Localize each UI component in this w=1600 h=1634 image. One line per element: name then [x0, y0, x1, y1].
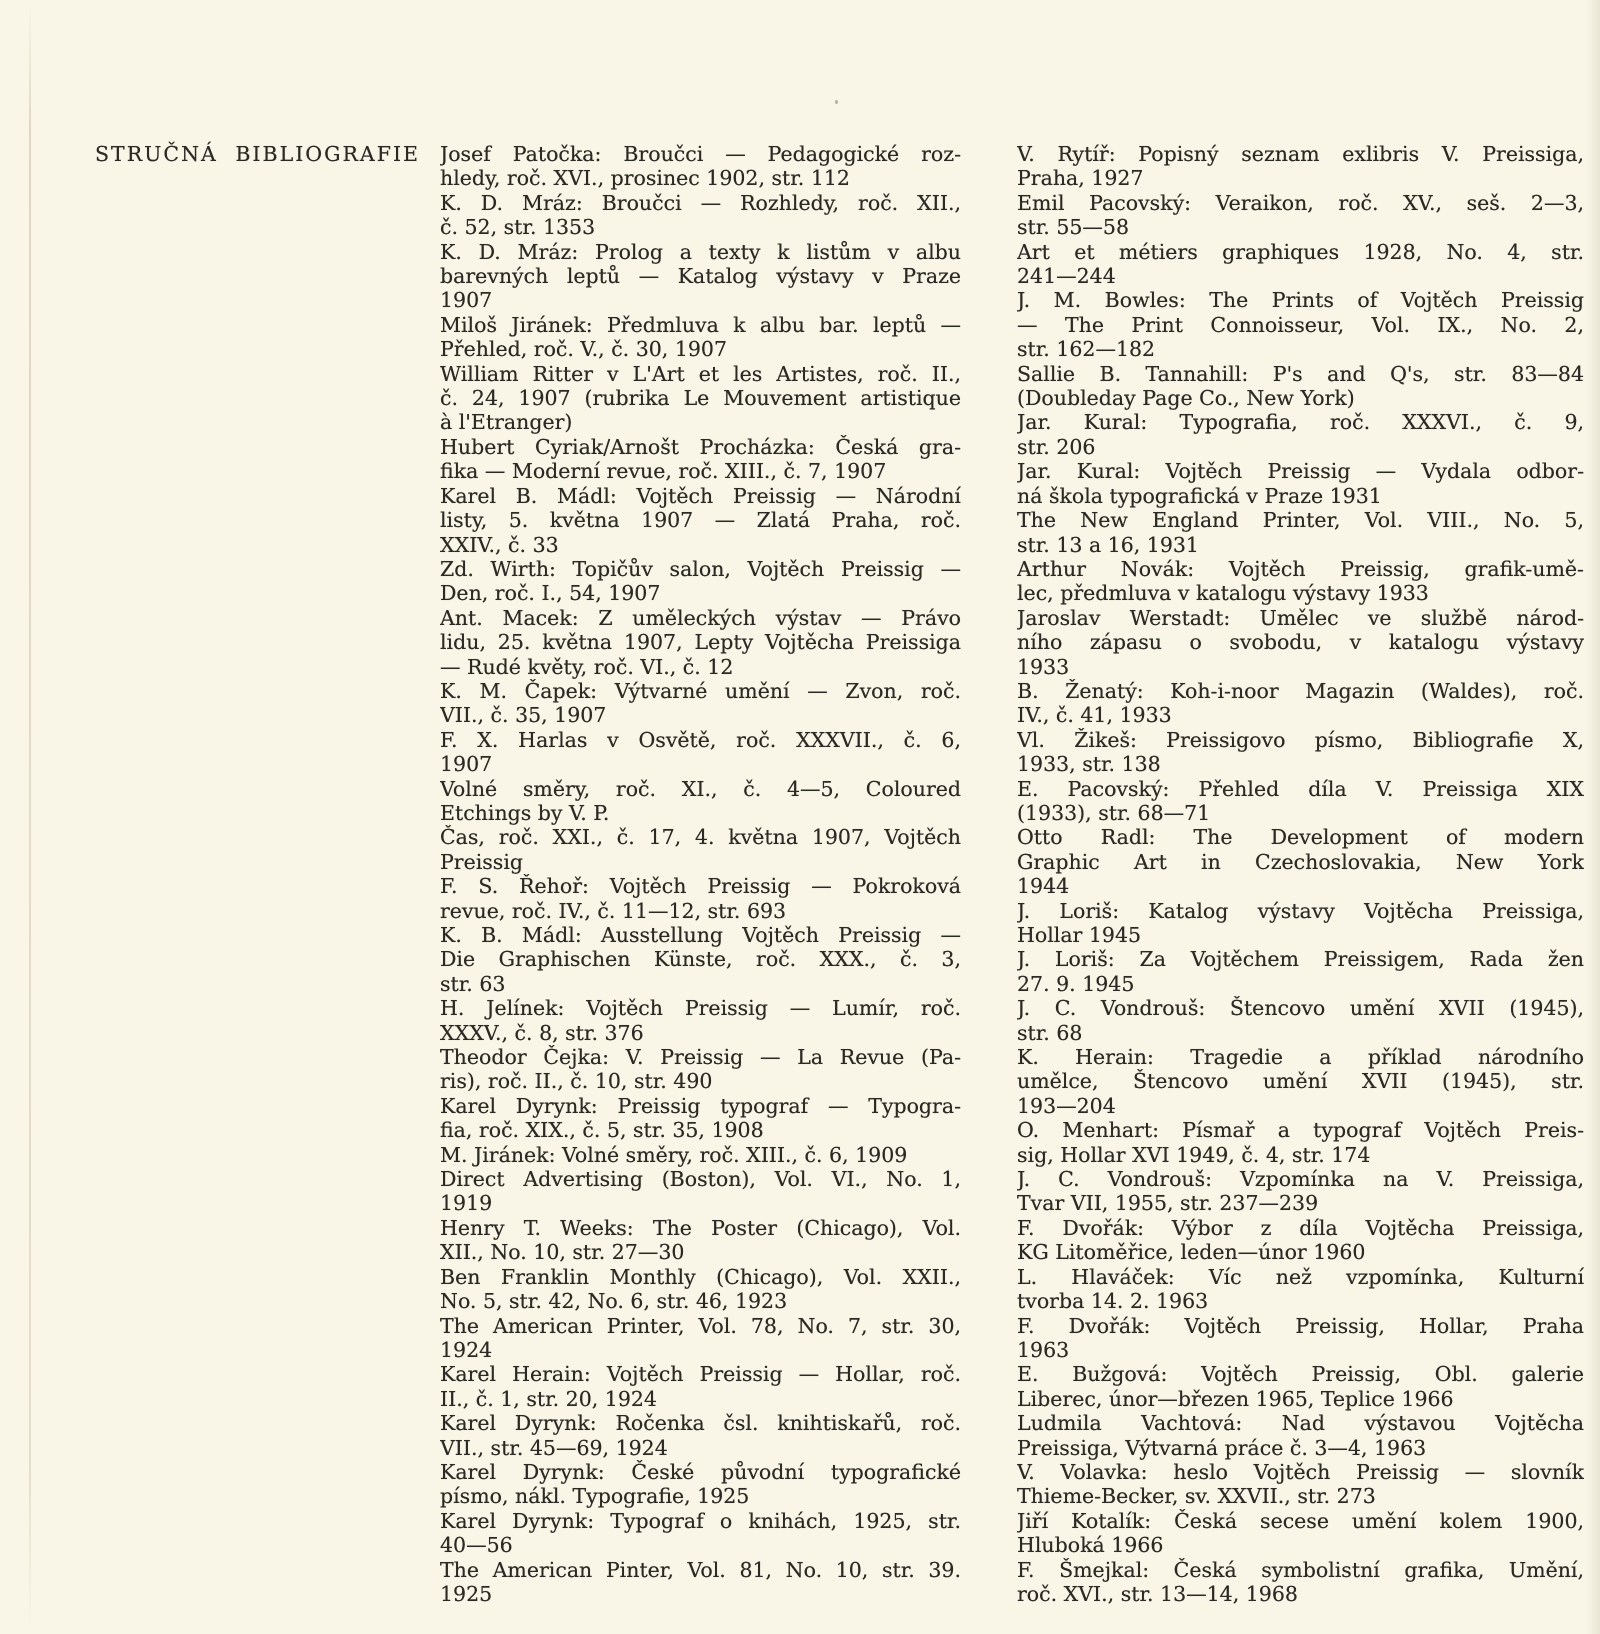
bib-line: fika — Moderní revue, roč. XIII., č. 7, 1907: [440, 459, 887, 484]
bib-line: lec, předmluva v katalogu výstavy 1933: [1017, 581, 1429, 606]
bib-entry: [440, 1167, 961, 1216]
bib-entry: [440, 606, 961, 679]
bib-entry: [1017, 142, 1584, 191]
bib-line: Karel Dyrynk: Preissig typograf — Typogra-: [440, 1093, 961, 1118]
bib-line: barevných leptů — Katalog výstavy v Praze: [440, 264, 961, 289]
bib-entry: [1017, 1509, 1584, 1558]
bib-line: Preissig: [440, 849, 524, 874]
bib-entry: [440, 1094, 961, 1143]
bib-line: The American Pinter, Vol. 81, No. 10, str. 39.: [440, 1557, 961, 1582]
bib-line: F. Dvořák: Výbor z díla Vojtěcha Preissiga,: [1017, 1215, 1584, 1240]
bib-line: 1933: [1017, 654, 1070, 679]
bib-line: (Doubleday Page Co., New York): [1017, 386, 1355, 411]
bib-entry: [440, 728, 961, 777]
bib-entry: [440, 996, 961, 1045]
bib-line: ná škola typografická v Praze 1931: [1017, 483, 1382, 508]
bib-line: Graphic Art in Czechoslovakia, New York: [1017, 849, 1584, 874]
bib-line: sig, Hollar XVI 1949, č. 4, str. 174: [1017, 1142, 1371, 1167]
bib-line: Thieme-Becker, sv. XXVII., str. 273: [1017, 1484, 1376, 1509]
bib-line: KG Litoměřice, leden—únor 1960: [1017, 1240, 1366, 1265]
bib-entry: [440, 1411, 961, 1460]
bib-line: Hubert Cyriak/Arnošt Procházka: Česká gra-: [440, 434, 961, 459]
bib-line: The New England Printer, Vol. VIII., No. 5,: [1017, 508, 1584, 533]
bib-line: 1919: [440, 1191, 493, 1216]
bib-entry: [1017, 191, 1584, 240]
bib-line: V. Rytíř: Popisný seznam exlibris V. Preissiga,: [1017, 142, 1584, 166]
bib-line: 1925: [440, 1581, 493, 1606]
bib-entry: [1017, 996, 1584, 1045]
bib-line: Jaroslav Werstadt: Umělec ve službě národ-: [1017, 605, 1584, 630]
bib-entry: [440, 1362, 961, 1411]
bib-entry: [440, 1045, 961, 1094]
bib-entry: [1017, 1411, 1584, 1460]
bib-line: str. 63: [440, 971, 506, 996]
bib-line: Otto Radl: The Development of modern: [1017, 825, 1584, 850]
bib-entry: [1017, 728, 1584, 777]
bib-line: Hluboká 1966: [1017, 1533, 1164, 1558]
bib-entry: [1017, 459, 1584, 508]
bib-line: Jar. Kural: Vojtěch Preissig — Vydala odbor-: [1017, 459, 1584, 484]
bib-entry: [440, 679, 961, 728]
bib-line: revue, roč. IV., č. 11—12, str. 693: [440, 898, 787, 923]
bib-line: Ant. Macek: Z uměleckých výstav — Právo: [440, 605, 961, 630]
bib-entry: [1017, 1314, 1584, 1363]
bib-line: fia, roč. XIX., č. 5, str. 35, 1908: [440, 1118, 764, 1143]
bib-entry: [440, 313, 961, 362]
bib-line: K. B. Mádl: Ausstellung Vojtěch Preissig —: [440, 923, 961, 947]
bib-entry: [440, 1265, 961, 1314]
bib-entry: [440, 923, 961, 996]
bib-line: O. Menhart: Písmař a typograf Vojtěch Preis-: [1017, 1118, 1584, 1143]
bib-entry: [1017, 1167, 1584, 1216]
bib-entry: [440, 1216, 961, 1265]
bib-entry: [1017, 1558, 1584, 1607]
bib-line: E. Pacovský: Přehled díla V. Preissiga XIX: [1017, 776, 1584, 801]
bib-line: Karel Herain: Vojtěch Preissig — Hollar, roč.: [440, 1362, 961, 1387]
bib-line: 193—204: [1017, 1093, 1116, 1118]
bib-entry: [440, 1509, 961, 1558]
bib-line: 1907: [440, 752, 493, 777]
bib-line: XII., No. 10, str. 27—30: [440, 1240, 685, 1265]
bib-line: Volné směry, roč. XI., č. 4—5, Coloured: [440, 776, 961, 801]
bib-line: Arthur Novák: Vojtěch Preissig, grafik-umě-: [1017, 556, 1584, 581]
bib-entry: [1017, 947, 1584, 996]
bib-line: (1933), str. 68—71: [1017, 800, 1211, 825]
paper-speck: [835, 100, 838, 104]
bib-entry: [440, 1460, 961, 1509]
bib-entry: [1017, 1118, 1584, 1167]
bib-entry: [440, 1558, 961, 1607]
bib-entry: [1017, 606, 1584, 679]
bib-line: F. X. Harlas v Osvětě, roč. XXXVII., č. 6,: [440, 727, 961, 752]
bib-line: Vl. Žikeš: Preissigovo písmo, Bibliografie X,: [1017, 727, 1584, 752]
bib-line: — The Print Connoisseur, Vol. IX., No. 2,: [1017, 312, 1584, 337]
bib-entry: [1017, 825, 1584, 898]
bib-entry: [440, 1314, 961, 1363]
bib-entry: [1017, 1216, 1584, 1265]
bib-line: — Rudé květy, roč. VI., č. 12: [440, 654, 734, 679]
bib-line: II., č. 1, str. 20, 1924: [440, 1386, 657, 1411]
page-right-shadow: [1586, 0, 1600, 1634]
bib-line: K. D. Mráz: Prolog a texty k listům v albu: [440, 239, 961, 264]
bib-line: 40—56: [440, 1533, 513, 1558]
bib-line: J. M. Bowles: The Prints of Vojtěch Preissig: [1017, 288, 1584, 313]
bib-entry: [440, 874, 961, 923]
bib-line: str. 55—58: [1017, 215, 1130, 240]
bib-line: Karel Dyrynk: České původní typografické: [440, 1459, 961, 1484]
bib-line: Karel Dyrynk: Ročenka čsl. knihtiskařů, roč.: [440, 1411, 961, 1436]
bib-line: J. Loriš: Katalog výstavy Vojtěcha Preissiga,: [1017, 898, 1584, 923]
bib-line: Čas, roč. XXI., č. 17, 4. května 1907, Vojtěch: [440, 825, 961, 850]
bib-line: č. 24, 1907 (rubrika Le Mouvement artistique: [440, 386, 961, 411]
bib-entry: [440, 191, 961, 240]
bib-line: Emil Pacovský: Veraikon, roč. XV., seš. 2—3,: [1017, 190, 1584, 215]
bib-entry: [440, 825, 961, 874]
page-fold-line: [29, 0, 31, 1634]
bib-line: K. M. Čapek: Výtvarné umění — Zvon, roč.: [440, 678, 961, 703]
bib-line: č. 52, str. 1353: [440, 215, 596, 240]
bib-line: E. Bužgová: Vojtěch Preissig, Obl. galerie: [1017, 1362, 1584, 1387]
bib-line: Miloš Jiránek: Předmluva k albu bar. leptů —: [440, 312, 961, 337]
bib-line: písmo, nákl. Typografie, 1925: [440, 1484, 750, 1509]
bib-line: à l'Etranger): [440, 410, 573, 435]
bib-line: F. Šmejkal: Česká symbolistní grafika, Umění,: [1017, 1557, 1584, 1582]
bib-entry: [440, 777, 961, 826]
bibliography-column-2: [1017, 142, 1584, 1606]
bib-entry: [1017, 899, 1584, 948]
bib-entry: [440, 362, 961, 435]
bib-line: K. D. Mráz: Broučci — Rozhledy, roč. XII.,: [440, 190, 961, 215]
bib-line: XXIV., č. 33: [440, 532, 559, 557]
bib-line: Jiří Kotalík: Česká secese umění kolem 1900,: [1017, 1508, 1584, 1533]
bib-line: ris), roč. II., č. 10, str. 490: [440, 1069, 713, 1094]
bib-entry: [1017, 777, 1584, 826]
bib-line: VII., č. 35, 1907: [440, 703, 607, 728]
bib-line: Theodor Čejka: V. Preissig — La Revue (Pa-: [440, 1045, 961, 1070]
bib-line: F. S. Řehoř: Vojtěch Preissig — Pokroková: [440, 874, 961, 899]
bib-entry: [440, 484, 961, 557]
bib-line: Karel Dyrynk: Typograf o knihách, 1925, str.: [440, 1508, 961, 1533]
bib-line: Preissiga, Výtvarná práce č. 3—4, 1963: [1017, 1435, 1427, 1460]
bib-entry: [440, 142, 961, 191]
bib-entry: [1017, 410, 1584, 459]
bib-line: str. 68: [1017, 1020, 1083, 1045]
bib-line: K. Herain: Tragedie a příklad národního: [1017, 1045, 1584, 1070]
bib-line: ního zápasu o svobodu, v katalogu výstavy: [1017, 630, 1584, 655]
bib-entry: [1017, 557, 1584, 606]
bib-line: 1963: [1017, 1337, 1070, 1362]
bib-line: M. Jiránek: Volné směry, roč. XIII., č. 6, 1909: [440, 1142, 908, 1167]
bib-line: B. Ženatý: Koh-i-noor Magazin (Waldes), roč.: [1017, 678, 1584, 703]
bib-line: Direct Advertising (Boston), Vol. VI., No. 1,: [440, 1167, 961, 1192]
bib-line: hledy, roč. XVI., prosinec 1902, str. 112: [440, 166, 850, 191]
bib-line: Praha, 1927: [1017, 166, 1144, 191]
bib-line: J. Loriš: Za Vojtěchem Preissigem, Rada žen: [1017, 947, 1584, 972]
bib-line: Sallie B. Tannahill: P's and Q's, str. 83—84: [1017, 361, 1584, 386]
bib-line: Etchings by V. P.: [440, 800, 610, 825]
bib-line: roč. XVI., str. 13—14, 1968: [1017, 1581, 1298, 1606]
bib-entry: [1017, 508, 1584, 557]
bib-line: Liberec, únor—březen 1965, Teplice 1966: [1017, 1386, 1454, 1411]
bib-entry: [1017, 1362, 1584, 1411]
bib-line: Přehled, roč. V., č. 30, 1907: [440, 337, 727, 362]
bib-line: Ben Franklin Monthly (Chicago), Vol. XXII.,: [440, 1264, 961, 1289]
bib-line: J. C. Vondrouš: Štencovo umění XVII (1945),: [1017, 996, 1584, 1021]
bib-line: 1933, str. 138: [1017, 752, 1161, 777]
bib-line: F. Dvořák: Vojtěch Preissig, Hollar, Praha: [1017, 1313, 1584, 1338]
bib-line: Henry T. Weeks: The Poster (Chicago), Vol.: [440, 1215, 961, 1240]
bib-line: tvorba 14. 2. 1963: [1017, 1289, 1209, 1314]
bib-entry: [440, 240, 961, 313]
bib-line: 1924: [440, 1337, 493, 1362]
bib-entry: [1017, 288, 1584, 361]
bib-line: L. Hlaváček: Víc než vzpomínka, Kulturní: [1017, 1264, 1584, 1289]
bib-entry: [1017, 679, 1584, 728]
bib-line: umělce, Štencovo umění XVII (1945), str.: [1017, 1069, 1584, 1094]
bib-entry: [1017, 1265, 1584, 1314]
bib-entry: [440, 1143, 961, 1167]
bib-line: str. 162—182: [1017, 337, 1156, 362]
bib-line: Den, roč. I., 54, 1907: [440, 581, 661, 606]
bib-line: lidu, 25. května 1907, Lepty Vojtěcha Preissiga: [440, 630, 961, 655]
bib-line: Hollar 1945: [1017, 923, 1142, 947]
bib-line: IV., č. 41, 1933: [1017, 703, 1172, 728]
bib-entry: [440, 435, 961, 484]
bib-line: Karel B. Mádl: Vojtěch Preissig — Národní: [440, 483, 961, 508]
bib-line: H. Jelínek: Vojtěch Preissig — Lumír, roč.: [440, 996, 961, 1021]
bib-line: VII., str. 45—69, 1924: [440, 1435, 668, 1460]
bib-line: Jar. Kural: Typografia, roč. XXXVI., č. 9,: [1017, 410, 1584, 435]
bib-line: 27. 9. 1945: [1017, 971, 1135, 996]
bib-line: The American Printer, Vol. 78, No. 7, str. 30,: [440, 1313, 961, 1338]
bib-line: V. Volavka: heslo Vojtěch Preissig — slovník: [1017, 1459, 1584, 1484]
bib-line: Die Graphischen Künste, roč. XXX., č. 3,: [440, 947, 961, 972]
bib-line: 1944: [1017, 874, 1070, 899]
bib-line: listy, 5. května 1907 — Zlatá Praha, roč.: [440, 508, 961, 533]
bib-entry: [440, 557, 961, 606]
bib-line: Josef Patočka: Broučci — Pedagogické roz-: [440, 142, 961, 166]
bib-line: 1907: [440, 288, 493, 313]
bib-line: str. 13 a 16, 1931: [1017, 532, 1199, 557]
bib-entry: [1017, 1460, 1584, 1509]
bib-line: str. 206: [1017, 434, 1096, 459]
bib-line: No. 5, str. 42, No. 6, str. 46, 1923: [440, 1289, 788, 1314]
bib-entry: [1017, 362, 1584, 411]
bibliography-column-1: [440, 142, 961, 1606]
bib-line: J. C. Vondrouš: Vzpomínka na V. Preissiga,: [1017, 1167, 1584, 1192]
bib-entry: [1017, 240, 1584, 289]
bib-line: XXXV., č. 8, str. 376: [440, 1020, 644, 1045]
bib-line: Art et métiers graphiques 1928, No. 4, str.: [1017, 239, 1584, 264]
bib-line: Zd. Wirth: Topičův salon, Vojtěch Preissig —: [440, 556, 961, 581]
bib-line: Ludmila Vachtová: Nad výstavou Vojtěcha: [1017, 1411, 1584, 1436]
bib-line: 241—244: [1017, 264, 1116, 289]
bib-line: Tvar VII, 1955, str. 237—239: [1017, 1191, 1319, 1216]
bib-entry: [1017, 1045, 1584, 1118]
section-heading: STRUČNÁ BIBLIOGRAFIE: [95, 142, 421, 166]
bib-line: William Ritter v L'Art et les Artistes, roč. II.,: [440, 361, 961, 386]
